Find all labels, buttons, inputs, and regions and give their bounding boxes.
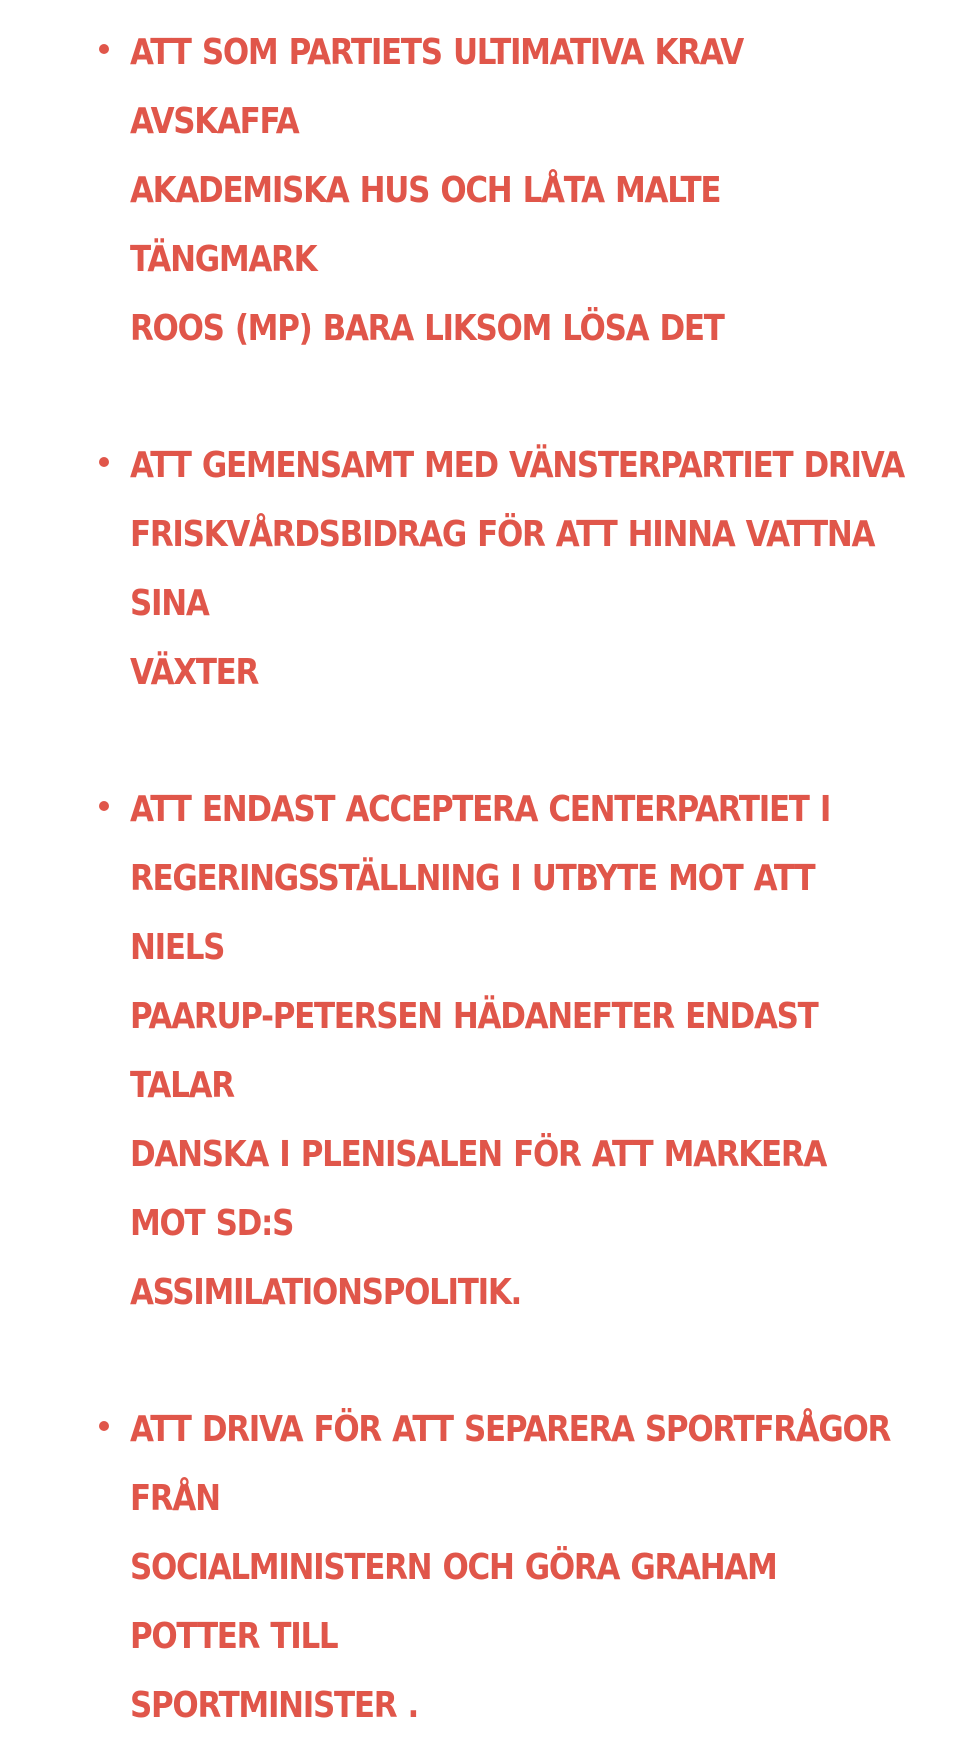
bullet-list: [0, 18, 960, 1740]
bullet-dot-icon: [99, 457, 109, 467]
text-line: REGERINGSSTÄLLNING I UTBYTE MOT ATT NIELS: [130, 858, 815, 968]
text-line: VÄXTER: [130, 652, 259, 693]
list-item: [0, 1395, 960, 1740]
list-item: [0, 775, 960, 1327]
list-item-text: [130, 431, 908, 707]
list-item-text: [130, 775, 908, 1327]
text-line: SOCIALMINISTERN OCH GÖRA GRAHAM POTTER TILL: [130, 1547, 777, 1657]
list-item: [0, 18, 960, 363]
bullet-dot-icon: [99, 44, 109, 54]
text-line: ATT SOM PARTIETS ULTIMATIVA KRAV AVSKAFFA: [130, 32, 743, 142]
list-item: [0, 431, 960, 707]
list-item-text: [130, 18, 908, 363]
bullet-dot-icon: [99, 801, 109, 811]
text-line: AKADEMISKA HUS OCH LÅTA MALTE TÄNGMARK: [130, 170, 721, 280]
text-line: ATT ENDAST ACCEPTERA CENTERPARTIET I: [130, 789, 831, 830]
text-line: DANSKA I PLENISALEN FÖR ATT MARKERA MOT SD:S: [130, 1134, 827, 1244]
text-line: FRISKVÅRDSBIDRAG FÖR ATT HINNA VATTNA SINA: [130, 514, 875, 624]
text-line: ATT GEMENSAMT MED VÄNSTERPARTIET DRIVA: [130, 445, 904, 486]
list-item-text: [130, 1395, 908, 1740]
text-line: ASSIMILATIONSPOLITIK.: [130, 1272, 522, 1313]
bullet-dot-icon: [99, 1421, 109, 1431]
text-line: ROOS (MP) BARA LIKSOM LÖSA DET: [130, 308, 724, 349]
text-line: PAARUP-PETERSEN HÄDANEFTER ENDAST TALAR: [130, 996, 818, 1106]
text-line: SPORTMINISTER .: [130, 1685, 418, 1726]
text-line: ATT DRIVA FÖR ATT SEPARERA SPORTFRÅGOR FRÅN: [130, 1409, 891, 1519]
